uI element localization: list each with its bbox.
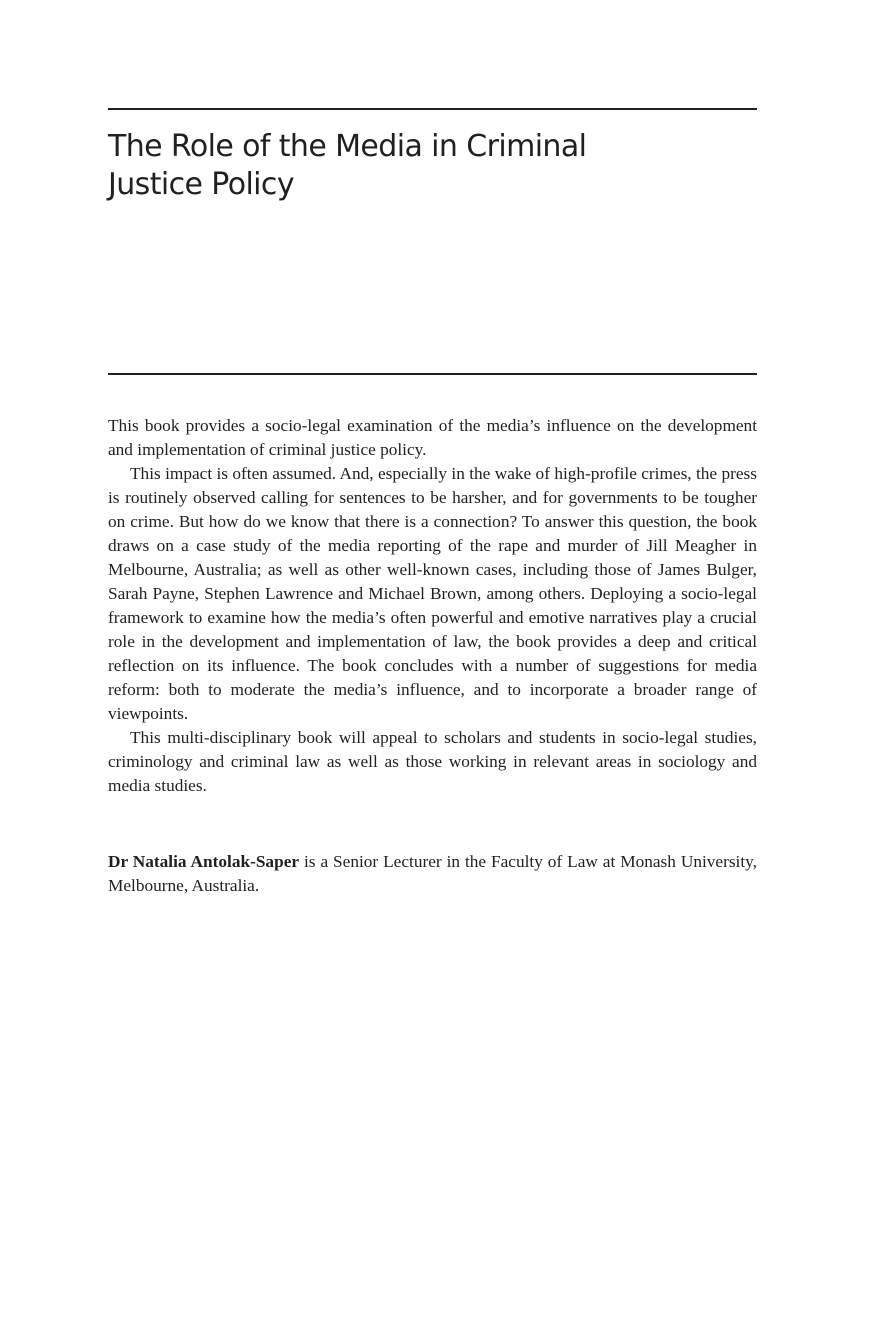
- description-paragraph-1: This book provides a socio-legal examination of the media’s influence on the development and implementation of criminal justice policy.: [108, 416, 757, 459]
- author-bio-text: is a Senior Lecturer in the Faculty of Law at Monash University, Melbourne, Australia.: [108, 852, 757, 895]
- book-title-line-2: Justice Policy: [108, 167, 294, 202]
- book-description: [108, 414, 757, 798]
- middle-rule: [108, 373, 757, 375]
- description-paragraph-2: This impact is often assumed. And, especially in the wake of high-profile crimes, the press is routinely observed calling for sentences to be harsher, and for governments to be tougher on crime. But how do we know that there is a connection? To answer this question, the book draws on a case study of the media reporting of the rape and murder of Jill Meagher in Melbourne, Australia; as well as other well-known cases, including those of James Bulger, Sarah Payne, Stephen Lawrence and Michael Brown, among others. Deploying a socio-legal framework to examine how the media’s often powerful and emotive narratives play a crucial role in the development and implementation of law, the book provides a deep and critical reflection on its influence. The book concludes with a number of suggestions for media reform: both to moderate the media’s influence, and to incorporate a broader range of viewpoints.: [108, 464, 757, 723]
- top-rule: [108, 108, 757, 110]
- book-title: [108, 128, 757, 204]
- book-title-line-1: The Role of the Media in Criminal: [108, 129, 587, 164]
- author-bio: [108, 850, 757, 898]
- author-name: Dr Natalia Antolak-Saper: [108, 852, 300, 871]
- description-paragraph-3: This multi-disciplinary book will appeal to scholars and students in socio-legal studies, criminology and criminal law as well as those working in relevant areas in sociology and media studies.: [108, 728, 757, 795]
